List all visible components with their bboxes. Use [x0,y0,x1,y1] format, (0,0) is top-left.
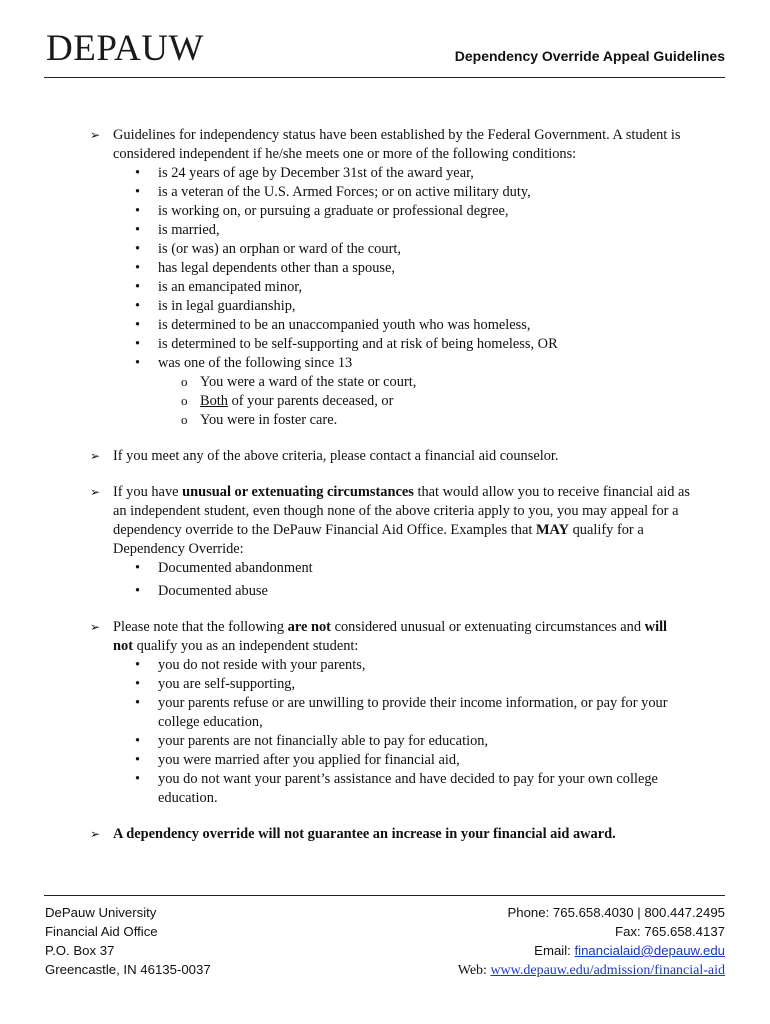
both-emphasis: Both [200,393,228,409]
list-item: • you do not reside with your parents, [113,656,690,675]
email-label: Email: [534,943,575,958]
unusual-circumstances-paragraph [113,483,690,559]
conditions-list [113,164,690,430]
examples-list [113,559,690,601]
footer-po-box: P.O. Box 37 [45,943,115,958]
text-run: qualify you as an independent student: [133,638,359,654]
page-title: Dependency Override Appeal Guidelines [454,48,725,64]
section-contact-counselor [90,447,690,466]
list-item-text: was one of the following since 13 [158,355,353,371]
not-qualifying-list [113,656,690,808]
text-run: that would allow you to receive financial aid as an independent student, even though none of the above criteria apply to you, you may appeal for a dependency override to the DePauw Financial Aid Office. Examples that [113,484,691,538]
list-item: • Documented abandonment [113,559,690,578]
bold-text: will not [113,619,668,654]
arrow-bullet-icon: ➢ [90,485,101,499]
sub-conditions-list [158,373,690,430]
list-item: • your parents are not financially able to pay for education, [113,732,690,751]
footer-university: DePauw University [45,905,157,920]
section-unusual-circumstances [90,483,690,601]
footer-contact [458,903,725,980]
sub-list-item: o You were in foster care. [158,411,690,430]
web-link[interactable]: www.depauw.edu/admission/financial-aid [490,963,725,978]
arrow-bullet-icon: ➢ [90,620,101,634]
bold-text: A dependency override will not guarantee an increase in your financial aid award. [113,826,616,842]
footer-fax: Fax: 765.658.4137 [615,924,725,939]
depauw-logo: DEPAUW [46,28,204,69]
sub-list-item: o You were a ward of the state or court, [158,373,690,392]
sub-list-item [158,392,690,411]
text-run: considered unusual or extenuating circumstances and [330,619,645,635]
web-label: Web: [457,963,491,978]
list-item-since-13 [113,354,690,430]
arrow-bullet-icon: ➢ [90,128,101,142]
list-item: • you do not want your parent’s assistance and have decided to pay for your own college education. [113,770,690,808]
list-item: • you are self-supporting, [113,675,690,694]
footer-email-line [458,941,725,960]
list-item: • is determined to be self-supporting and at risk of being homeless, OR [113,335,690,354]
document-body [90,126,690,861]
list-item: • is a veteran of the U.S. Armed Forces; or on active military duty, [113,183,690,202]
list-item: • has legal dependents other than a spouse, [113,259,690,278]
no-guarantee-text [113,825,690,844]
footer-address [45,903,211,979]
list-item: • is determined to be an unaccompanied youth who was homeless, [113,316,690,335]
section-independency-criteria [90,126,690,430]
footer-web-line [458,960,725,980]
list-item: • is in legal guardianship, [113,297,690,316]
list-item: • Documented abuse [113,582,690,601]
bold-text: MAY [535,522,569,538]
sub-list-item-text: of your parents deceased, or [228,393,394,409]
list-item: • is 24 years of age by December 31st of the award year, [113,164,690,183]
text-run: Please note that the following [113,619,288,635]
text-run: If you have [113,484,183,500]
arrow-bullet-icon: ➢ [90,449,101,463]
list-item: • is working on, or pursuing a graduate or professional degree, [113,202,690,221]
header-divider [44,77,725,78]
list-item: • you were married after you applied for financial aid, [113,751,690,770]
section-no-guarantee [90,825,690,844]
bold-text: are not [287,619,331,635]
footer-divider [44,895,725,896]
list-item: • is married, [113,221,690,240]
footer-office: Financial Aid Office [45,924,158,939]
footer-city: Greencastle, IN 46135-0037 [45,962,211,977]
section-not-qualifying [90,618,690,808]
criteria-intro: Guidelines for independency status have been established by the Federal Government. A student is considered independent if he/she meets one or more of the following conditions: [113,127,681,162]
email-link[interactable]: financialaid@depauw.edu [574,943,725,958]
not-qualifying-paragraph [113,618,690,656]
contact-counselor-text: If you meet any of the above criteria, please contact a financial aid counselor. [113,448,559,464]
list-item: • is an emancipated minor, [113,278,690,297]
list-item: • is (or was) an orphan or ward of the court, [113,240,690,259]
text-run: qualify for a Dependency Override: [113,522,644,557]
arrow-bullet-icon: ➢ [90,827,101,841]
footer-phone: Phone: 765.658.4030 | 800.447.2495 [507,905,725,920]
list-item: • your parents refuse or are unwilling to provide their income information, or pay for your college education, [113,694,690,732]
bold-text: unusual or extenuating circumstances [182,484,414,500]
